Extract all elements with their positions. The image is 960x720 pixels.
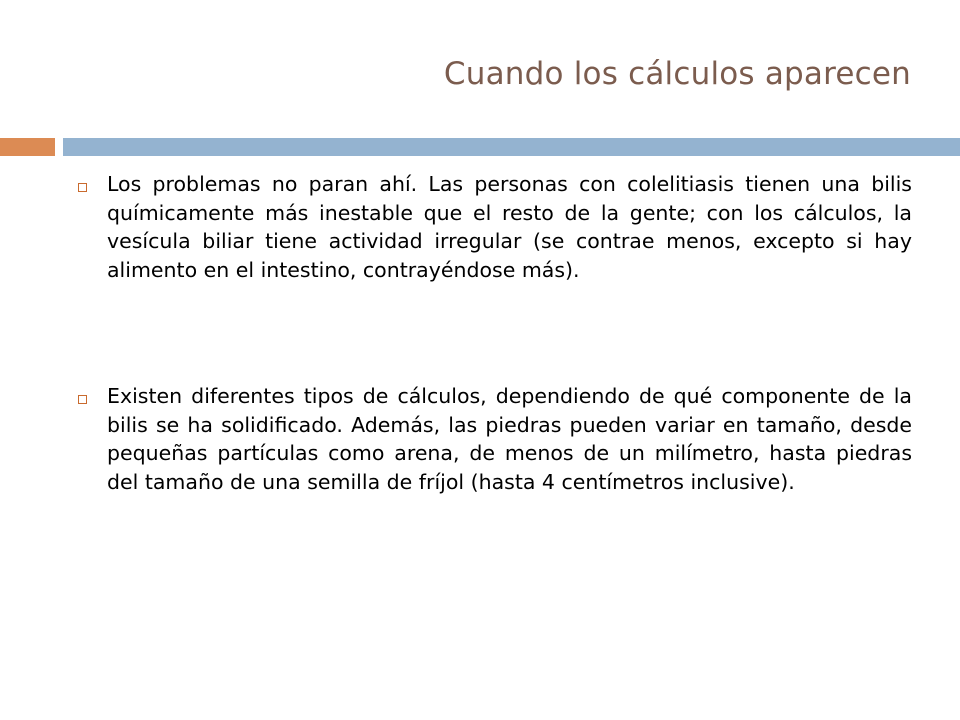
bullet-item: [72, 382, 912, 496]
bullet-item: [72, 170, 912, 284]
bullet-text: Los problemas no paran ahí. Las personas con colelitiasis tienen una bilis químicamente más inestable que el resto de la gente; con los cálculos, la vesícula biliar tiene actividad irregular (se contrae menos, excepto si hay alimento en el intestino, contrayéndose más).: [107, 172, 912, 282]
square-bullet-icon: [78, 183, 87, 192]
title-accent-bar: [0, 138, 55, 156]
title-divider-bar: [63, 138, 960, 156]
slide-title: Cuando los cálculos aparecen: [443, 56, 911, 92]
square-bullet-icon: [78, 395, 87, 404]
bullet-text: Existen diferentes tipos de cálculos, dependiendo de qué componente de la bilis se ha solidificado. Además, las piedras pueden variar en tamaño, desde pequeñas partículas como arena, de menos de un milímetro, hasta piedras del tamaño de una semilla de fríjol (hasta 4 centímetros inclusive).: [107, 384, 912, 494]
